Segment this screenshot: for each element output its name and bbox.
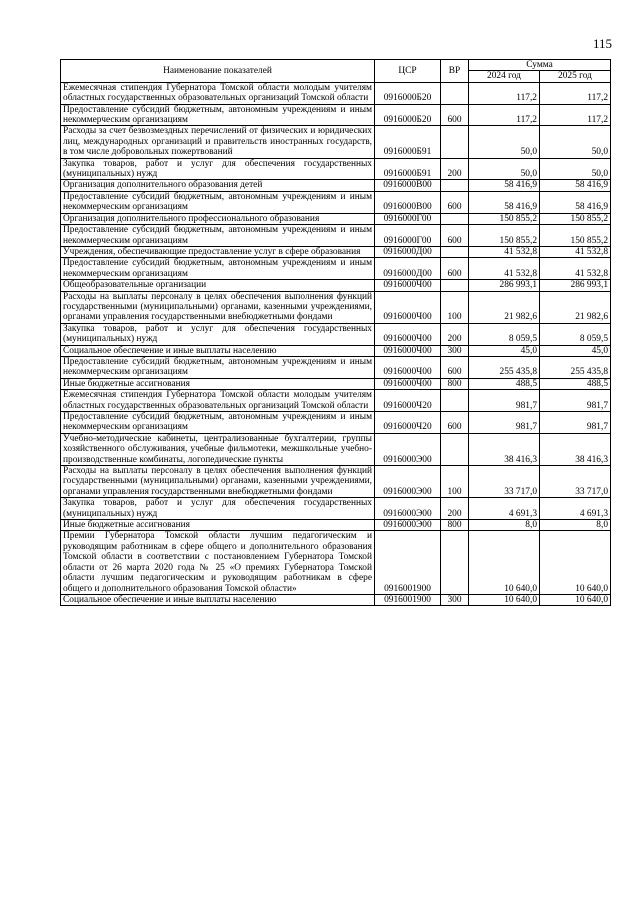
table-row [61, 213, 611, 224]
budget-table [60, 59, 611, 606]
row-name: Предоставление субсидий бюджетным, автономным учреждениям и иным некоммерческим организациям [61, 104, 375, 126]
row-vr: 200 [441, 158, 469, 180]
row-csr: 0916000Э00 [375, 520, 441, 531]
row-sum-2025: 38 416,3 [540, 433, 611, 465]
row-sum-2025: 33 717,0 [540, 466, 611, 498]
row-sum-2024: 10 640,0 [469, 531, 540, 594]
table-row [61, 390, 611, 412]
row-sum-2025: 117,2 [540, 82, 611, 104]
row-sum-2024: 286 993,1 [469, 280, 540, 291]
table-row [61, 191, 611, 213]
row-csr: 0916000Г00 [375, 225, 441, 247]
row-sum-2025: 10 640,0 [540, 531, 611, 594]
row-csr: 0916000Б91 [375, 126, 441, 158]
row-sum-2024: 38 416,3 [469, 433, 540, 465]
row-sum-2025: 150 855,2 [540, 213, 611, 224]
row-name: Закупка товаров, работ и услуг для обеспечения государственных (муниципальных) нужд [61, 323, 375, 345]
row-name: Предоставление субсидий бюджетным, автономным учреждениям и иным некоммерческим организациям [61, 258, 375, 280]
table-row [61, 180, 611, 191]
row-sum-2025: 8 059,5 [540, 323, 611, 345]
row-sum-2025: 50,0 [540, 158, 611, 180]
row-vr [441, 246, 469, 257]
row-vr: 300 [441, 345, 469, 356]
row-name: Закупка товаров, работ и услуг для обеспечения государственных (муниципальных) нужд [61, 158, 375, 180]
row-sum-2025: 58 416,9 [540, 180, 611, 191]
header-year-2025: 2025 год [540, 71, 611, 82]
row-vr [441, 82, 469, 104]
row-vr: 800 [441, 520, 469, 531]
row-name: Расходы на выплаты персоналу в целях обеспечения выполнения функций государственными (муниципальными) органами, казенными учреждениями, органами управления государственными внебюджетными фондами [61, 291, 375, 323]
row-sum-2025: 58 416,9 [540, 191, 611, 213]
row-csr: 0916000Ч00 [375, 323, 441, 345]
row-csr: 0916000Э00 [375, 498, 441, 520]
row-csr: 0916000Б20 [375, 82, 441, 104]
table-row [61, 531, 611, 594]
row-name: Общеобразовательные организации [61, 280, 375, 291]
table-row [61, 82, 611, 104]
row-csr: 0916000Э00 [375, 466, 441, 498]
row-name: Расходы за счет безвозмездных перечислений от физических и юридических лиц, международных организаций и правительств иностранных государств, в том числе добровольных пожертвований [61, 126, 375, 158]
header-csr: ЦСР [375, 60, 441, 83]
row-name: Премии Губернатора Томской области лучшим педагогическим и руководящим работникам в сфере общего и дополнительного образования Томской области в соответствии с постановлением Губернатора Томской области от 26 марта 2020 года № 25 «О премиях Губернатора Томской области лучшим педагогическим и руководящим работникам в сфере общего и дополнительного образования Томской области» [61, 531, 375, 594]
row-sum-2025: 488,5 [540, 378, 611, 389]
row-vr: 600 [441, 191, 469, 213]
table-row [61, 520, 611, 531]
table-row [61, 412, 611, 434]
row-csr: 0916000Г00 [375, 213, 441, 224]
row-csr: 0916000Ч00 [375, 345, 441, 356]
table-body [61, 82, 611, 606]
row-csr: 0916001900 [375, 531, 441, 594]
row-name: Предоставление субсидий бюджетным, автономным учреждениям и иным некоммерческим организациям [61, 356, 375, 378]
row-csr: 0916000Б91 [375, 158, 441, 180]
row-name: Предоставление субсидий бюджетным, автономным учреждениям и иным некоммерческим организациям [61, 225, 375, 247]
table-row [61, 225, 611, 247]
row-vr [441, 280, 469, 291]
row-name: Социальное обеспечение и иные выплаты населению [61, 594, 375, 605]
table-header [61, 60, 611, 83]
row-sum-2024: 58 416,9 [469, 191, 540, 213]
row-csr: 0916000Ч20 [375, 412, 441, 434]
row-sum-2024: 41 532,8 [469, 258, 540, 280]
row-sum-2025: 41 532,8 [540, 246, 611, 257]
row-name: Организация дополнительного профессионального образования [61, 213, 375, 224]
row-csr: 0916000Ч20 [375, 390, 441, 412]
row-sum-2025: 255 435,8 [540, 356, 611, 378]
row-sum-2024: 981,7 [469, 412, 540, 434]
row-sum-2025: 150 855,2 [540, 225, 611, 247]
row-csr: 0916001900 [375, 594, 441, 605]
row-name: Предоставление субсидий бюджетным, автономным учреждениям и иным некоммерческим организациям [61, 412, 375, 434]
row-name: Социальное обеспечение и иные выплаты населению [61, 345, 375, 356]
row-sum-2024: 150 855,2 [469, 225, 540, 247]
row-name: Организация дополнительного образования детей [61, 180, 375, 191]
row-sum-2025: 981,7 [540, 390, 611, 412]
page-number: 115 [592, 36, 612, 51]
row-sum-2025: 286 993,1 [540, 280, 611, 291]
row-sum-2025: 981,7 [540, 412, 611, 434]
row-csr: 0916000Б20 [375, 104, 441, 126]
row-vr [441, 213, 469, 224]
row-sum-2025: 8,0 [540, 520, 611, 531]
row-vr: 600 [441, 412, 469, 434]
table-row [61, 258, 611, 280]
table-row [61, 323, 611, 345]
row-sum-2024: 4 691,3 [469, 498, 540, 520]
row-vr: 100 [441, 466, 469, 498]
table-row [61, 594, 611, 605]
row-sum-2024: 8 059,5 [469, 323, 540, 345]
row-sum-2025: 45,0 [540, 345, 611, 356]
row-csr: 0916000Д00 [375, 258, 441, 280]
table-row [61, 291, 611, 323]
row-vr [441, 531, 469, 594]
table-row [61, 280, 611, 291]
table-row [61, 126, 611, 158]
table-row [61, 433, 611, 465]
table-row [61, 466, 611, 498]
row-csr: 0916000Д00 [375, 246, 441, 257]
header-name: Наименование показателей [61, 60, 375, 83]
row-name: Иные бюджетные ассигнования [61, 520, 375, 531]
row-sum-2025: 10 640,0 [540, 594, 611, 605]
row-vr: 300 [441, 594, 469, 605]
row-sum-2024: 8,0 [469, 520, 540, 531]
row-name: Иные бюджетные ассигнования [61, 378, 375, 389]
row-sum-2025: 117,2 [540, 104, 611, 126]
row-name: Закупка товаров, работ и услуг для обеспечения государственных (муниципальных) нужд [61, 498, 375, 520]
row-sum-2024: 981,7 [469, 390, 540, 412]
row-sum-2025: 4 691,3 [540, 498, 611, 520]
row-name: Предоставление субсидий бюджетным, автономным учреждениям и иным некоммерческим организациям [61, 191, 375, 213]
row-csr: 0916000Э00 [375, 433, 441, 465]
header-year-2024: 2024 год [469, 71, 540, 82]
row-sum-2025: 41 532,8 [540, 258, 611, 280]
row-vr: 600 [441, 258, 469, 280]
row-sum-2024: 488,5 [469, 378, 540, 389]
row-sum-2024: 45,0 [469, 345, 540, 356]
table-row [61, 246, 611, 257]
row-vr [441, 126, 469, 158]
row-name: Ежемесячная стипендия Губернатора Томской области молодым учителям областных государственных образовательных организаций Томской области [61, 390, 375, 412]
row-csr: 0916000Ч00 [375, 356, 441, 378]
table-row [61, 158, 611, 180]
header-sum: Сумма [469, 60, 611, 71]
row-vr: 600 [441, 356, 469, 378]
row-csr: 0916000Ч00 [375, 291, 441, 323]
row-name: Учреждения, обеспечивающие предоставление услуг в сфере образования [61, 246, 375, 257]
row-csr: 0916000Ч00 [375, 280, 441, 291]
row-vr: 600 [441, 104, 469, 126]
row-vr: 100 [441, 291, 469, 323]
row-sum-2024: 10 640,0 [469, 594, 540, 605]
row-vr [441, 390, 469, 412]
row-csr: 0916000В00 [375, 191, 441, 213]
table-row [61, 378, 611, 389]
row-vr: 800 [441, 378, 469, 389]
row-vr: 200 [441, 498, 469, 520]
row-sum-2024: 33 717,0 [469, 466, 540, 498]
row-vr: 600 [441, 225, 469, 247]
table-row [61, 356, 611, 378]
row-sum-2024: 21 982,6 [469, 291, 540, 323]
row-name: Ежемесячная стипендия Губернатора Томской области молодым учителям областных государственных образовательных организаций Томской области [61, 82, 375, 104]
row-sum-2024: 41 532,8 [469, 246, 540, 257]
row-sum-2024: 50,0 [469, 158, 540, 180]
row-sum-2025: 21 982,6 [540, 291, 611, 323]
row-sum-2024: 117,2 [469, 82, 540, 104]
table-row [61, 498, 611, 520]
row-sum-2024: 117,2 [469, 104, 540, 126]
row-name: Учебно-методические кабинеты, централизованные бухгалтерии, группы хозяйственного обслуживания, учебные фильмотеки, межшкольные учебно-производственные комбинаты, логопедические пункты [61, 433, 375, 465]
row-sum-2025: 50,0 [540, 126, 611, 158]
row-sum-2024: 58 416,9 [469, 180, 540, 191]
header-vr: ВР [441, 60, 469, 83]
row-name: Расходы на выплаты персоналу в целях обеспечения выполнения функций государственными (муниципальными) органами, казенными учреждениями, органами управления государственными внебюджетными фондами [61, 466, 375, 498]
row-sum-2024: 50,0 [469, 126, 540, 158]
table-row [61, 345, 611, 356]
row-sum-2024: 150 855,2 [469, 213, 540, 224]
row-csr: 0916000В00 [375, 180, 441, 191]
row-csr: 0916000Ч00 [375, 378, 441, 389]
row-sum-2024: 255 435,8 [469, 356, 540, 378]
row-vr [441, 180, 469, 191]
row-vr [441, 433, 469, 465]
row-vr: 200 [441, 323, 469, 345]
table-row [61, 104, 611, 126]
